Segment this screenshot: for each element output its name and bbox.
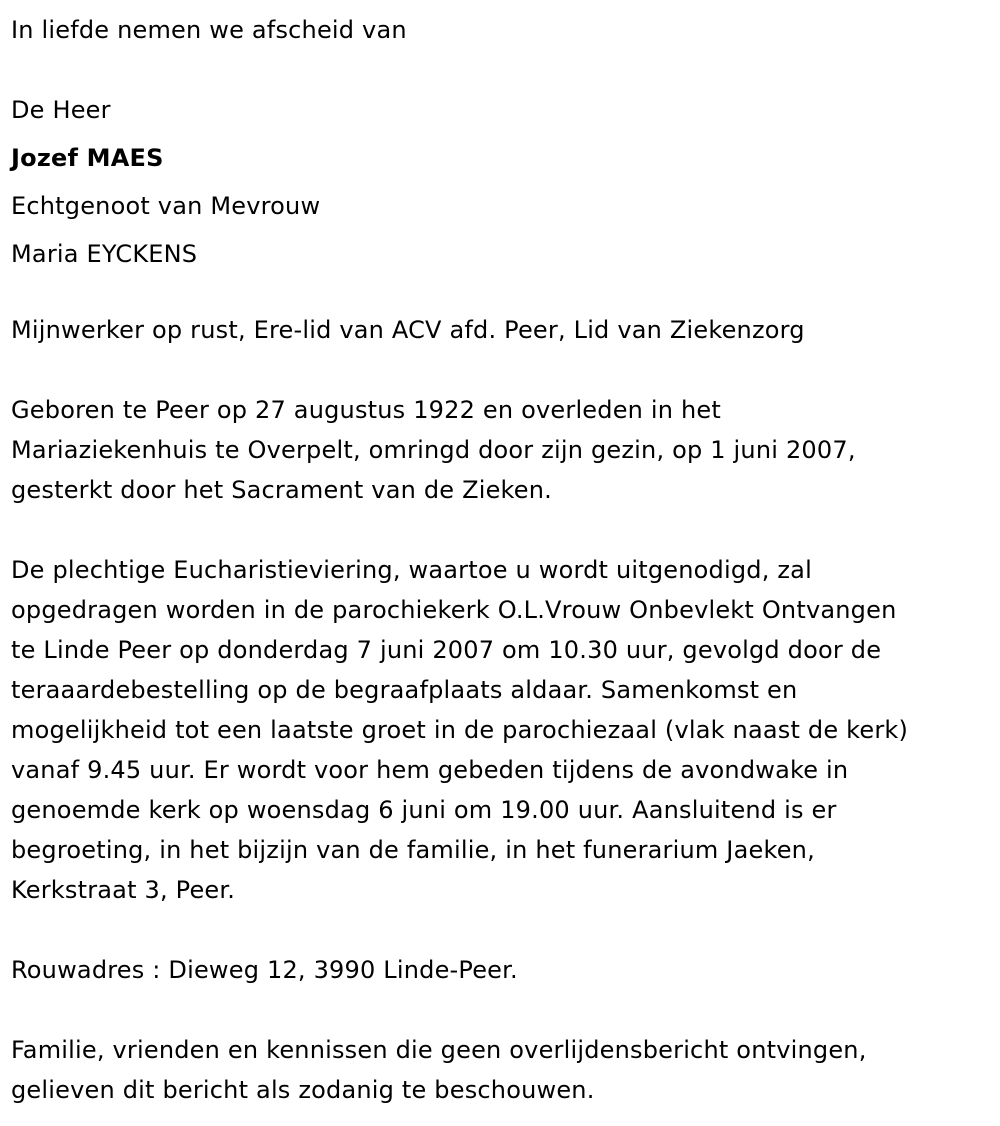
paragraph-line: De plechtige Eucharistieviering, waartoe u wordt uitgenodigd, zal xyxy=(11,556,812,584)
paragraph-line: opgedragen worden in de parochiekerk O.L.Vrouw Onbevlekt Ontvangen xyxy=(11,596,897,624)
spacer xyxy=(11,278,1000,310)
spacer xyxy=(11,54,1000,86)
paragraph-line: gelieven dit bericht als zodanig te beschouwen. xyxy=(11,1076,595,1104)
paragraph-line: mogelijkheid tot een laatste groet in de parochiezaal (vlak naast de kerk) xyxy=(11,716,909,744)
spacer xyxy=(11,350,1000,390)
closing-paragraph xyxy=(11,1030,1000,1110)
paragraph-line: Kerkstraat 3, Peer. xyxy=(11,876,236,904)
paragraph-line: begroeting, in het bijzijn van de familie, in het funerarium Jaeken, xyxy=(11,836,815,864)
paragraph-line: te Linde Peer op donderdag 7 juni 2007 om 10.30 uur, gevolgd door de xyxy=(11,636,882,664)
address-paragraph xyxy=(11,950,1000,990)
spacer xyxy=(11,510,1000,550)
occupation-line: Mijnwerker op rust, Ere-lid van ACV afd. Peer, Lid van Ziekenzorg xyxy=(11,316,805,344)
occupation-text xyxy=(11,310,1000,350)
intro-text: In liefde nemen we afscheid van xyxy=(11,16,407,44)
paragraph-line: Mariaziekenhuis te Overpelt, omringd door zijn gezin, op 1 juni 2007, xyxy=(11,436,856,464)
paragraph-line: gesterkt door het Sacrament van de Zieken. xyxy=(11,476,553,504)
spouse-line-1: Echtgenoot van Mevrouw xyxy=(11,192,321,220)
spouse-line-2: Maria EYCKENS xyxy=(11,240,198,268)
paragraph-line: vanaf 9.45 uur. Er wordt voor hem gebeden tijdens de avondwake in xyxy=(11,756,849,784)
ceremony-paragraph xyxy=(11,550,1000,910)
deceased-name: Jozef MAES xyxy=(11,144,164,172)
mourning-address: Rouwadres : Dieweg 12, 3990 Linde-Peer. xyxy=(11,956,518,984)
honorific-title: De Heer xyxy=(11,96,111,124)
paragraph-line: genoemde kerk op woensdag 6 juni om 19.00 uur. Aansluitend is er xyxy=(11,796,837,824)
spacer xyxy=(11,990,1000,1030)
paragraph-line: Familie, vrienden en kennissen die geen overlijdensbericht ontvingen, xyxy=(11,1036,867,1064)
spacer xyxy=(11,910,1000,950)
birth-death-paragraph xyxy=(11,390,1000,510)
paragraph-line: Geboren te Peer op 27 augustus 1922 en overleden in het xyxy=(11,396,722,424)
paragraph-line: teraaardebestelling op de begraafplaats aldaar. Samenkomst en xyxy=(11,676,798,704)
